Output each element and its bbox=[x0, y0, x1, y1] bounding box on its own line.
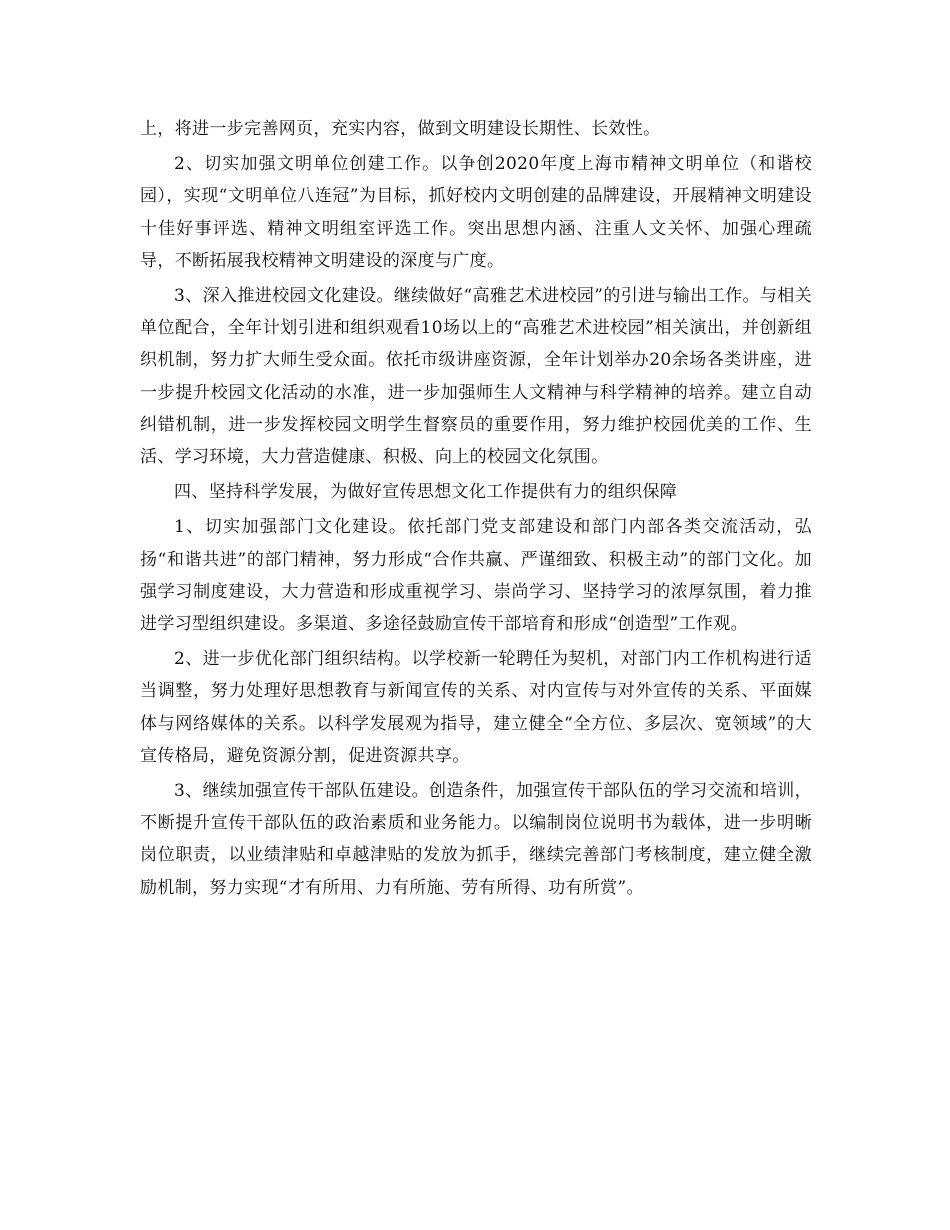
paragraph-staff-building: 3、继续加强宣传干部队伍建设。创造条件，加强宣传干部队伍的学习交流和培训，不断提升宣传干部队伍的政治素质和业务能力。以编制岗位说明书为载体，进一步明晰岗位职责，以业绩津贴和卓越津贴的发放为抓手，继续完善部门考核制度，建立健全激励机制，努力实现“才有所用、力有所施、劳有所得、功有所赏”。 bbox=[140, 781, 812, 898]
paragraph-department-culture: 1、切实加强部门文化建设。依托部门党支部建设和部门内部各类交流活动，弘扬“和谐共进”的部门精神，努力形成“合作共赢、严谨细致、积极主动”的部门文化。加强学习制度建设，大力营造和形成重视学习、崇尚学习、坚持学习的浓厚氛围，着力推进学习型组织建设。多渠道、多途径鼓励宣传干部培育和形成“创造型”工作观。 bbox=[140, 517, 812, 635]
paragraph-continuation: 上，将进一步完善网页，充实内容，做到文明建设长期性、长效性。 bbox=[140, 119, 661, 139]
section-heading-four: 四、坚持科学发展，为做好宣传思想文化工作提供有力的组织保障 bbox=[174, 482, 678, 503]
paragraph-org-structure: 2、进一步优化部门组织结构。以学校新一轮聘任为契机，对部门内工作机构进行适当调整，努力处理好思想教育与新闻宣传的关系、对内宣传与对外宣传的关系、平面媒体与网络媒体的关系。以科学发展观为指导，建立健全“全方位、多层次、宽领域”的大宣传格局，避免资源分割，促进资源共享。 bbox=[140, 649, 812, 766]
paragraph-campus-culture: 3、深入推进校园文化建设。继续做好“高雅艺术进校园”的引进与输出工作。与相关单位配合，全年计划引进和组织观看10场以上的“高雅艺术进校园”相关演出，并创新组织机制，努力扩大师生受众面。依托市级讲座资源，全年计划举办20余场各类讲座，进一步提升校园文化活动的水准，进一步加强师生人文精神与科学精神的培养。建立自动纠错机制，进一步发挥校园文明学生督察员的重要作用，努力维护校园优美的工作、生活、学习环境，大力营造健康、积极、向上的校园文化氛围。 bbox=[140, 286, 812, 468]
paragraph-civilized-unit: 2、切实加强文明单位创建工作。以争创2020年度上海市精神文明单位（和谐校园），实现“文明单位八连冠”为目标，抓好校内文明创建的品牌建设，开展精神文明建设十佳好事评选、精神文明组室评选工作。突出思想内涵、注重人文关怀、加强心理疏导，不断拓展我校精神文明建设的深度与广度。 bbox=[140, 154, 812, 271]
document-body bbox=[140, 113, 812, 904]
